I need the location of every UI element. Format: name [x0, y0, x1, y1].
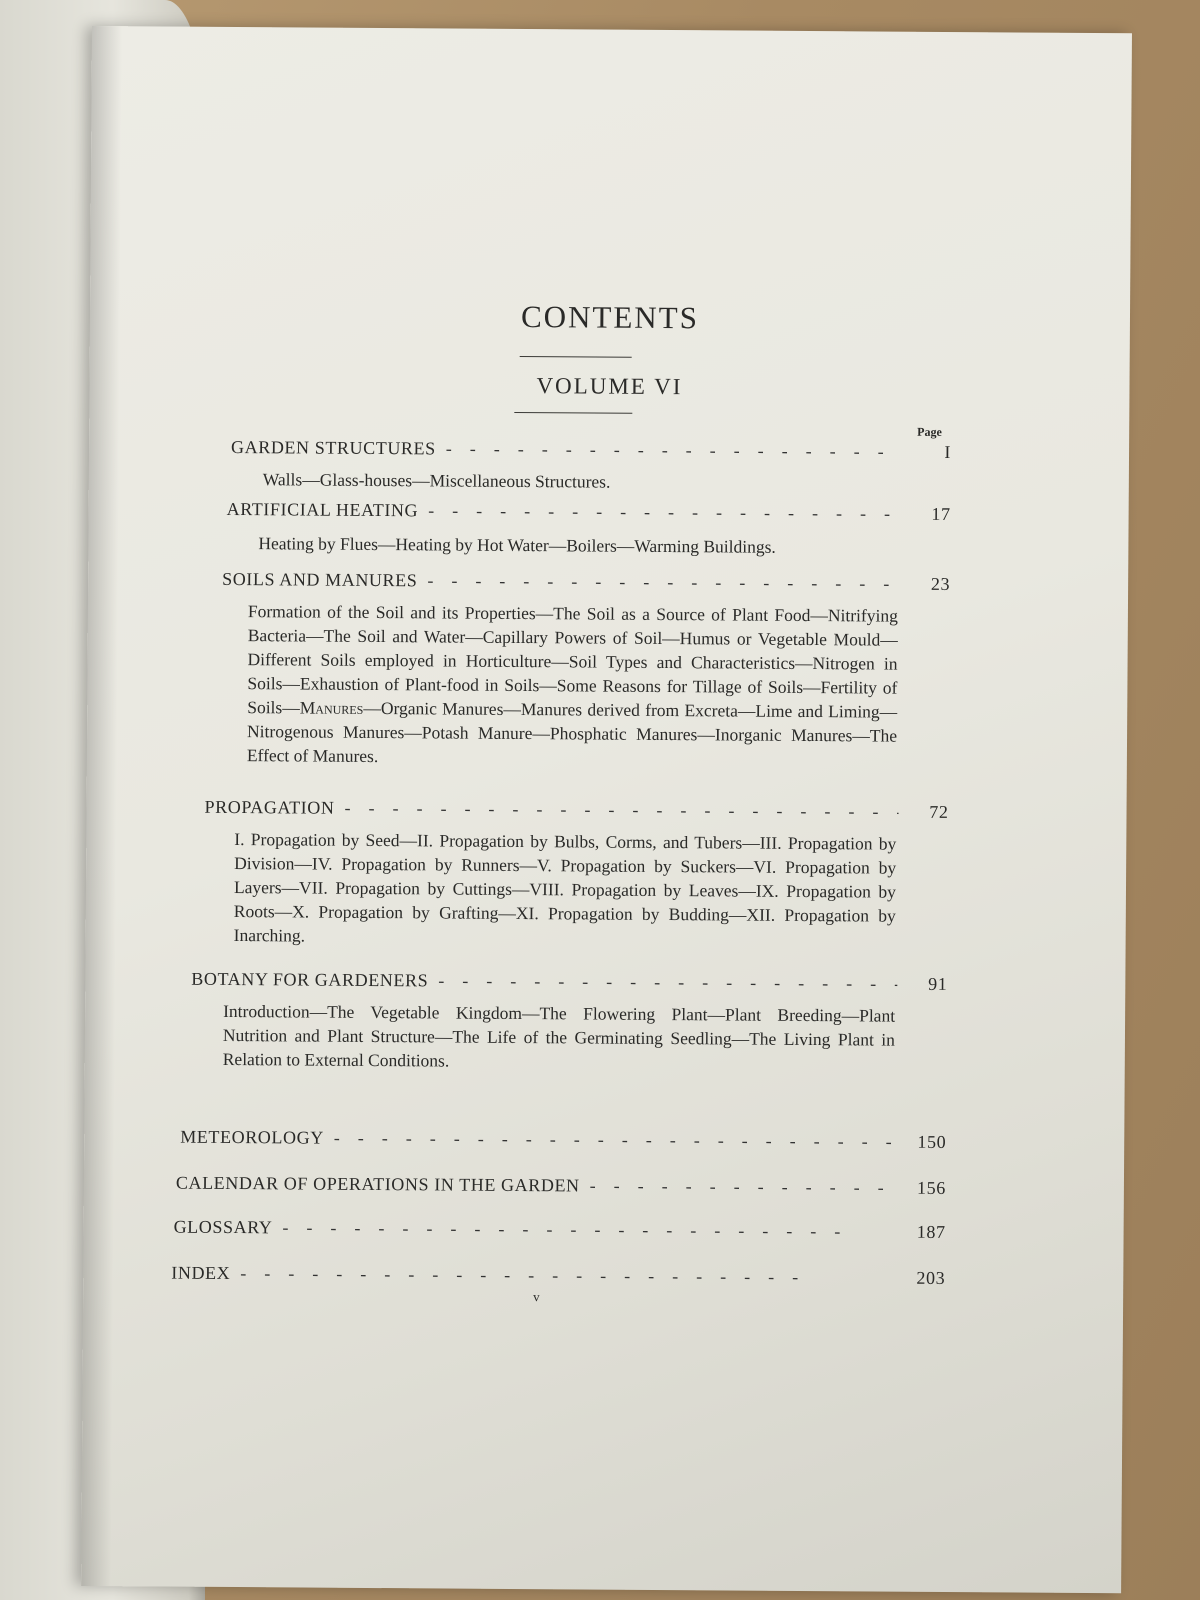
toc-page-number: 203: [916, 1267, 946, 1288]
page-column-label: Page: [917, 424, 942, 439]
toc-page-number: 72: [929, 801, 949, 822]
toc-entry-propagation[interactable]: [204, 797, 948, 823]
toc-entry-description: [247, 599, 898, 772]
description-text: Formation of the Soil and its Properties—The Soil as a Source of Plant Food—Nitrifying Bacteria—The Soil and Water—Capillary Powers of Soil—Humus or Vegetable Mould—Different Soils employed in Horticulture—Soil Types and Characteristics—Nitrogen in Soils—Exhaustion of Plant-food in Soils—Some Reasons for Tillage of Soils—Fertility of Soils—: [247, 601, 898, 718]
dot-leader: [282, 1217, 895, 1242]
dot-leader: [344, 798, 898, 823]
book-page: [81, 26, 1132, 1593]
toc-page-number: 17: [931, 503, 951, 525]
toc-entry-title: SOILS AND MANURES: [222, 568, 418, 591]
toc-entry-garden-structures[interactable]: [231, 437, 951, 463]
dot-leader: [446, 438, 901, 462]
toc-entry-title: ARTIFICIAL HEATING: [226, 498, 419, 521]
toc-entry-meteorology[interactable]: [180, 1127, 946, 1153]
description-smallcaps: Manures: [299, 697, 364, 718]
dot-leader: [334, 1128, 897, 1153]
toc-page-number: I: [944, 441, 952, 463]
toc-page-number: 23: [930, 573, 951, 595]
toc-entry-title: GARDEN STRUCTURES: [230, 436, 436, 459]
toc-entry-description: I. Propagation by Seed—II. Propagation by Bulbs, Corms, and Tubers—III. Propagation by Division—IV. Propagation by Runners—V. Propagation by Suckers—VI. Propagation by Layers—VII. Propagation by Cuttings—VIII. Propagation by Leaves—IX. Propagation by Roots—X. Propagation by Grafting—XI. Propagation by Budding—XII. Propagation by Inarching.: [233, 829, 897, 946]
volume-title: VOLUME VI: [536, 373, 683, 400]
toc-entry-title: PROPAGATION: [204, 796, 335, 818]
description-text: —Organic Manures—Manures derived from Excreta—Lime and Liming—Nitrogenous Manures—Potash Manure—Phosphatic Manures—Inorganic Manures—The Effect of Manures.: [246, 697, 898, 767]
dot-leader: [240, 1263, 895, 1289]
toc-entry-calendar-of-operations[interactable]: [176, 1173, 946, 1199]
contents-page: [81, 26, 1132, 1593]
toc-entry-soils-and-manures[interactable]: [222, 569, 950, 595]
toc-entry-title: INDEX: [171, 1262, 231, 1283]
dot-leader: [428, 500, 901, 524]
toc-entry-description: Walls—Glass-houses—Miscellaneous Structures.: [262, 469, 611, 492]
toc-entry-botany-for-gardeners[interactable]: [191, 969, 947, 995]
page-title: CONTENTS: [520, 299, 700, 336]
toc-entry-glossary[interactable]: [174, 1217, 946, 1243]
toc-entry-artificial-heating[interactable]: [227, 499, 951, 525]
toc-entry-title: BOTANY FOR GARDENERS: [191, 968, 429, 991]
dot-leader: [590, 1176, 896, 1199]
toc-page-number: 187: [916, 1221, 946, 1242]
toc-entry-description: Introduction—The Vegetable Kingdom—The Flowering Plant—Plant Breeding—Plant Nutrition and Plant Structure—The Life of the Germinating Seedling—The Living Plant in Relation to External Conditions.: [222, 1000, 896, 1071]
toc-page-number: 150: [917, 1131, 947, 1152]
toc-page-number: 91: [928, 973, 948, 994]
toc-page-number: 156: [917, 1177, 946, 1198]
dot-leader: [438, 970, 897, 994]
toc-entry-title: CALENDAR OF OPERATIONS IN THE GARDEN: [175, 1172, 580, 1196]
toc-entry-title: METEOROLOGY: [180, 1126, 324, 1148]
dot-leader: [427, 570, 900, 594]
title-rule: [520, 356, 632, 358]
toc-entry-index[interactable]: [171, 1263, 945, 1289]
page-folio: v: [533, 1289, 540, 1305]
toc-entry-title: GLOSSARY: [173, 1216, 273, 1238]
volume-rule: [514, 412, 632, 414]
toc-entry-description: Heating by Flues—Heating by Hot Water—Boilers—Warming Buildings.: [258, 533, 776, 557]
